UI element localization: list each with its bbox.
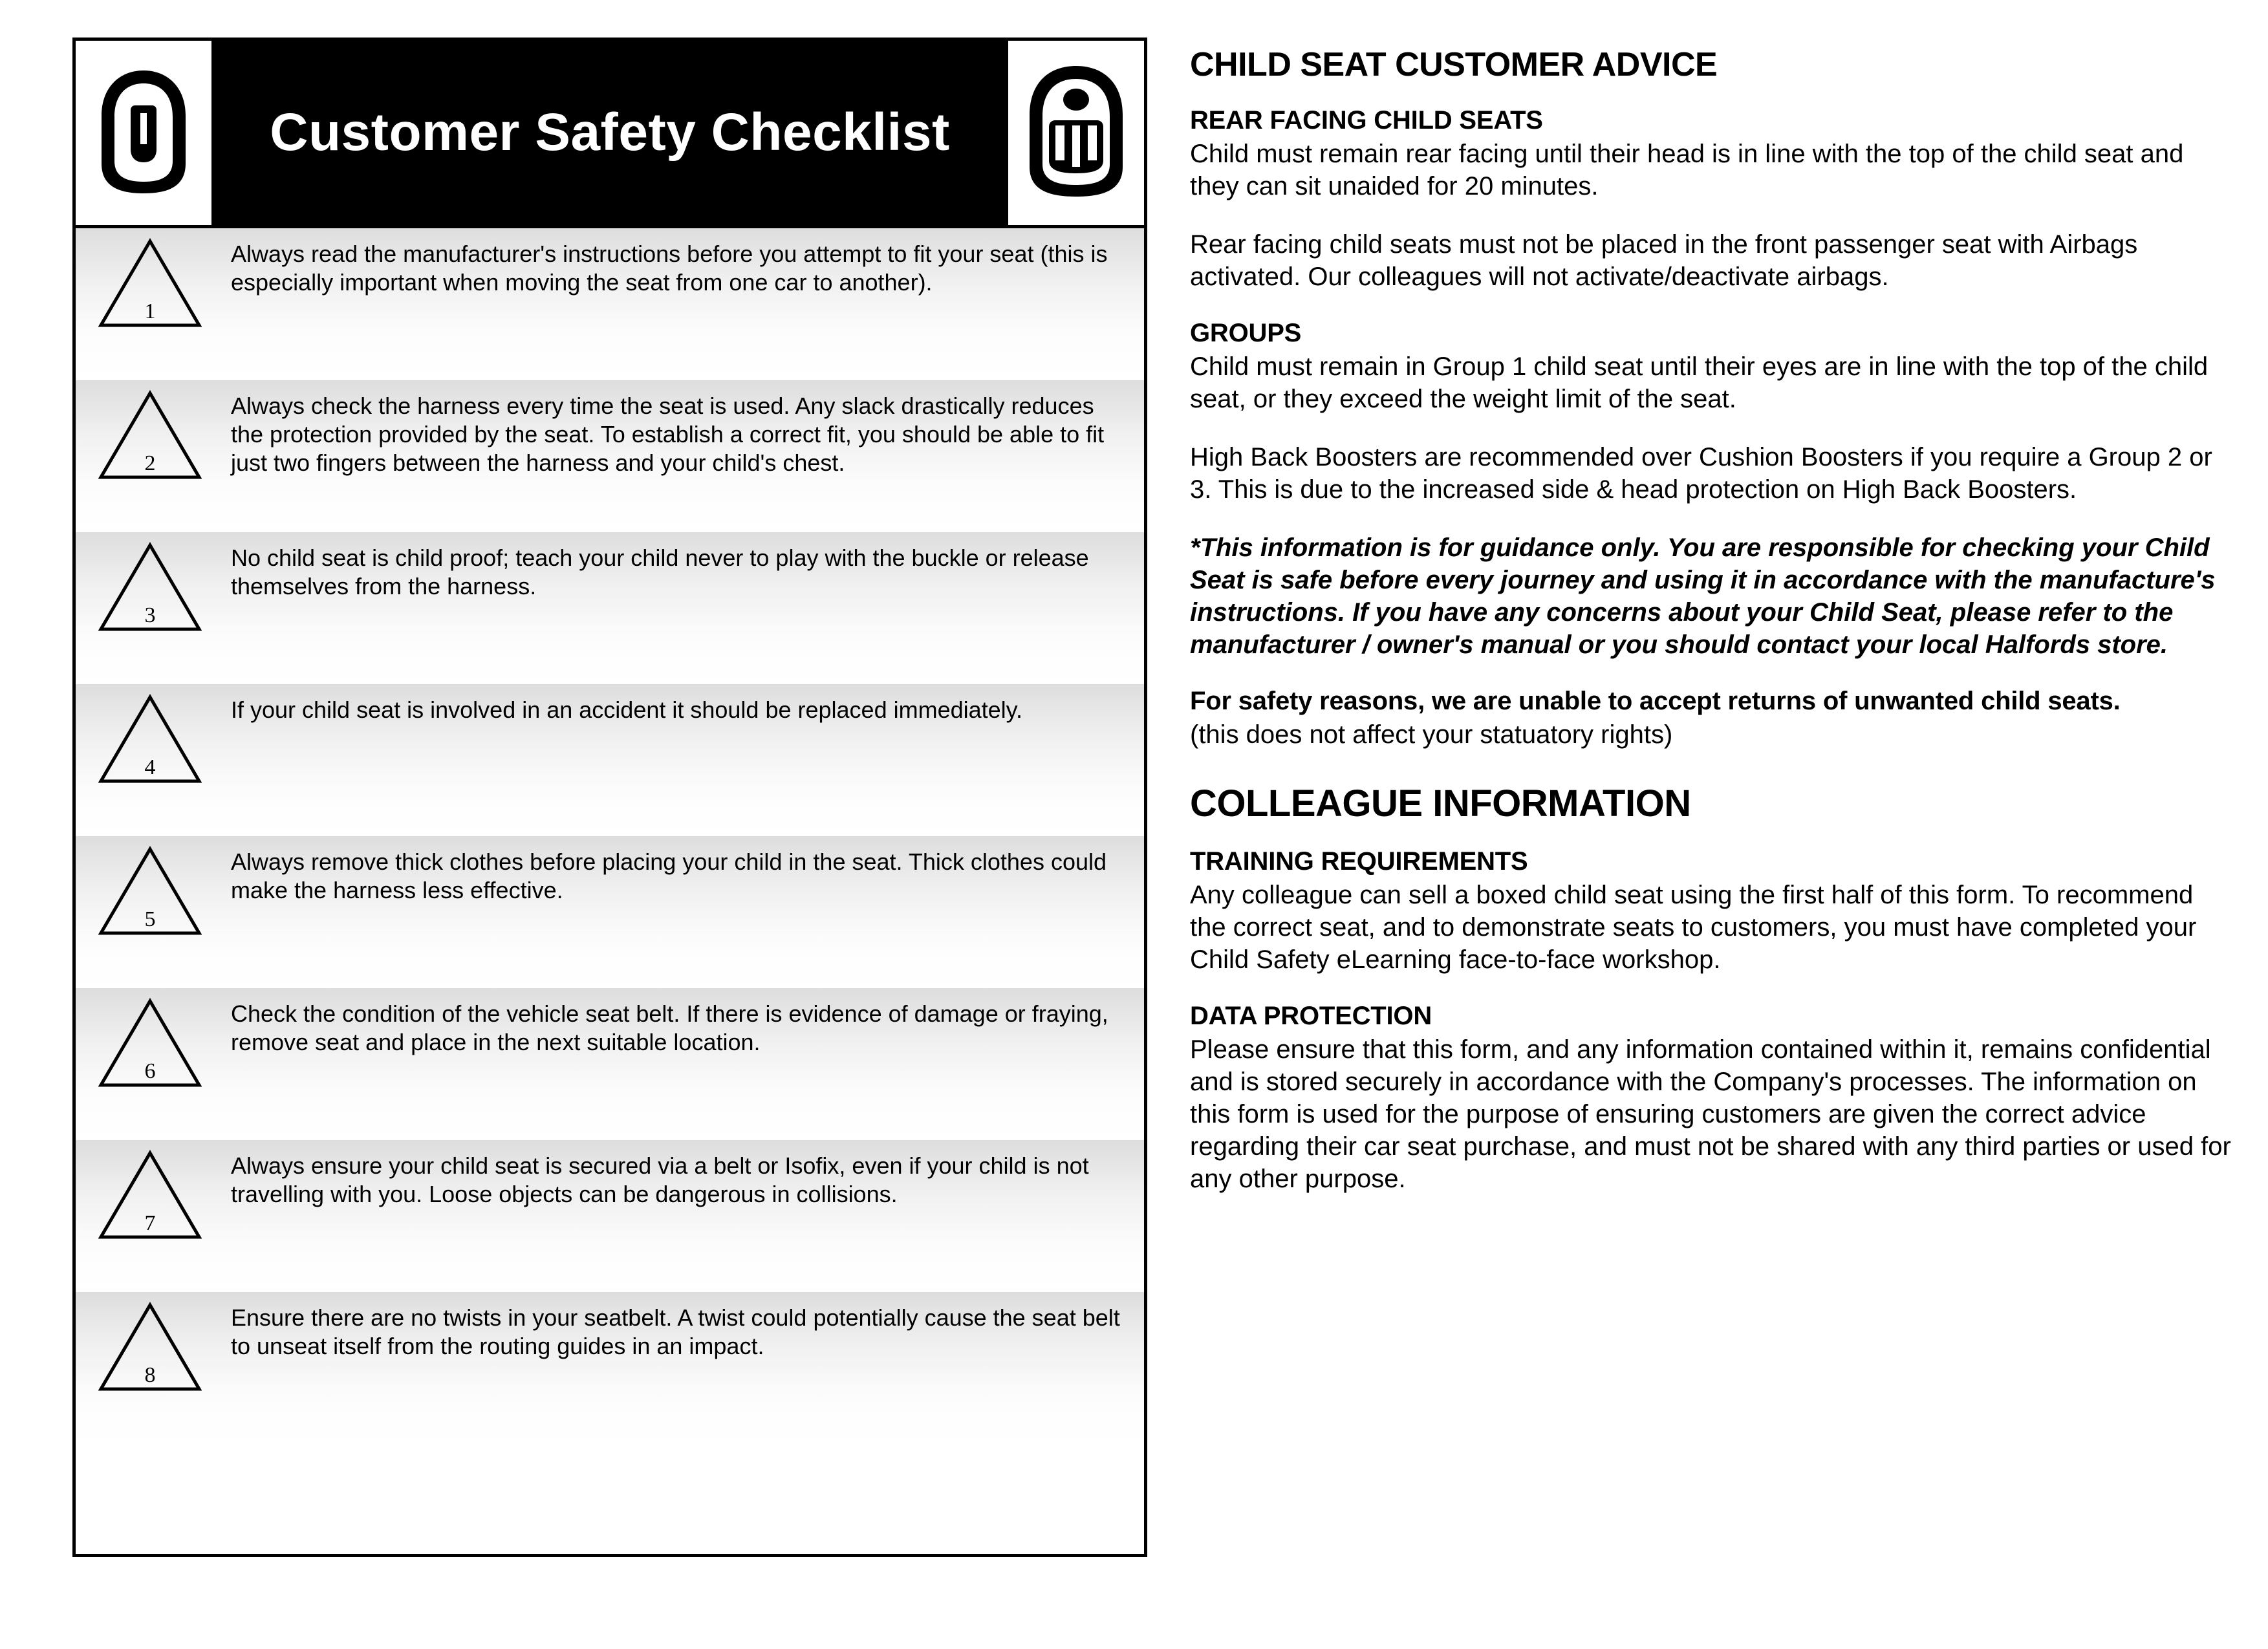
section-paragraph: Child must remain in Group 1 child seat until their eyes are in line with the top of the child seat, or they exceed the weight limit of the seat.: [1190, 352, 2209, 413]
checklist-row: [76, 684, 1144, 836]
item-number: 7: [144, 1211, 156, 1235]
item-number: 3: [144, 603, 156, 627]
warning-triangle-cell: [76, 380, 224, 480]
returns-note-plain: (this does not affect your statuatory rights): [1190, 720, 1673, 749]
child-seat-icon-left-box: [76, 41, 215, 225]
warning-triangle-icon: [98, 389, 202, 480]
item-text: Always read the manufacturer's instructions before you attempt to fit your seat (this is especially important when moving the seat from one car to another).: [231, 241, 1108, 296]
checklist-row: [76, 380, 1144, 532]
warning-triangle-cell: [76, 988, 224, 1088]
item-number: 8: [144, 1363, 156, 1387]
warning-triangle-cell: [76, 1140, 224, 1240]
checklist-row: [76, 836, 1144, 988]
section-heading-groups: GROUPS: [1190, 319, 1302, 347]
page-title: Customer Safety Checklist: [215, 41, 1005, 225]
section-paragraph: Child must remain rear facing until their head is in line with the top of the child seat and they can sit unaided for 20 minutes.: [1190, 140, 2184, 200]
section-paragraph: Rear facing child seats must not be placed in the front passenger seat with Airbags activated. Our colleagues will not activate/deactivate airbags.: [1190, 230, 2138, 291]
colleague-information-title: COLLEAGUE INFORMATION: [1190, 782, 1691, 824]
section-paragraph: Any colleague can sell a boxed child seat using the first half of this form. To recommend the correct seat, and to demonstrate seats to customers, you must have completed your Child Safety eLearning face-to-face workshop.: [1190, 881, 2197, 974]
checklist-row: [76, 988, 1144, 1140]
item-text: Check the condition of the vehicle seat belt. If there is evidence of damage or fraying, remove seat and place in the next suitable location.: [231, 1000, 1108, 1055]
guidance-note: *This information is for guidance only. You are responsible for checking your Child Seat is safe before every journey and using it in accordance with the manufacture's instructions. If you have any concerns about your Child Seat, please refer to the manufacturer / owner's manual or you should contact your local Halfords store.: [1190, 534, 2216, 659]
checklist-row: [76, 1140, 1144, 1292]
item-text: Always remove thick clothes before placing your child in the seat. Thick clothes could make the harness less effective.: [231, 848, 1107, 903]
section-paragraph: High Back Boosters are recommended over Cushion Boosters if you require a Group 2 or 3. This is due to the increased side & head protection on High Back Boosters.: [1190, 443, 2212, 504]
item-text: Always check the harness every time the seat is used. Any slack drastically reduces the protection provided by the seat. To establish a correct fit, you should be able to fit just two fingers between the harness and your child's chest.: [231, 393, 1105, 476]
warning-triangle-icon: [98, 1301, 202, 1392]
child-seat-icon: [95, 67, 192, 199]
item-number: 2: [144, 451, 156, 475]
warning-triangle-icon: [98, 845, 202, 936]
item-text: Always ensure your child seat is secured via a belt or Isofix, even if your child is not travelling with you. Loose objects can be dangerous in collisions.: [231, 1152, 1089, 1207]
item-number: 5: [144, 907, 156, 931]
item-text: No child seat is child proof; teach your child never to play with the buckle or release themselves from the harness.: [231, 544, 1089, 599]
child-seat-customer-advice-panel: [1190, 45, 2231, 1221]
checklist-row: [76, 228, 1144, 380]
item-number: 6: [144, 1059, 156, 1083]
warning-triangle-icon: [98, 1149, 202, 1240]
warning-triangle-cell: [76, 684, 224, 784]
child-seat-icon-right-box: [1005, 41, 1144, 225]
warning-triangle-cell: [76, 1292, 224, 1392]
section-paragraph: Please ensure that this form, and any information contained within it, remains confidential and is stored securely in accordance with the Company's processes. The information on this form is used for the purpose of ensuring customers are given the correct advice regarding their car seat purchase, and must not be shared with any third parties or used for any other purpose.: [1190, 1035, 2231, 1193]
warning-triangle-icon: [98, 541, 202, 632]
item-text: Ensure there are no twists in your seatbelt. A twist could potentially cause the seat belt to unseat itself from the routing guides in an impact.: [231, 1304, 1120, 1359]
item-number: 4: [144, 755, 156, 779]
section-heading-training-requirements: TRAINING REQUIREMENTS: [1190, 847, 1528, 876]
warning-triangle-cell: [76, 228, 224, 328]
checklist-header: [76, 41, 1144, 228]
section-heading-data-protection: DATA PROTECTION: [1190, 1002, 1432, 1030]
customer-safety-checklist-panel: [72, 38, 1147, 1557]
checklist-row: [76, 532, 1144, 684]
child-seat-icon: [1024, 63, 1128, 202]
checklist-row: [76, 1292, 1144, 1444]
item-text: If your child seat is involved in an accident it should be replaced immediately.: [231, 696, 1022, 723]
warning-triangle-icon: [98, 693, 202, 784]
advice-title: CHILD SEAT CUSTOMER ADVICE: [1190, 46, 1718, 83]
warning-triangle-icon: [98, 237, 202, 328]
returns-note-bold: For safety reasons, we are unable to accept returns of unwanted child seats.: [1190, 687, 2121, 715]
section-heading-rear-facing: REAR FACING CHILD SEATS: [1190, 106, 1543, 135]
item-number: 1: [144, 299, 156, 323]
checklist-rows: [76, 228, 1144, 1444]
warning-triangle-cell: [76, 532, 224, 632]
warning-triangle-cell: [76, 836, 224, 936]
warning-triangle-icon: [98, 997, 202, 1088]
